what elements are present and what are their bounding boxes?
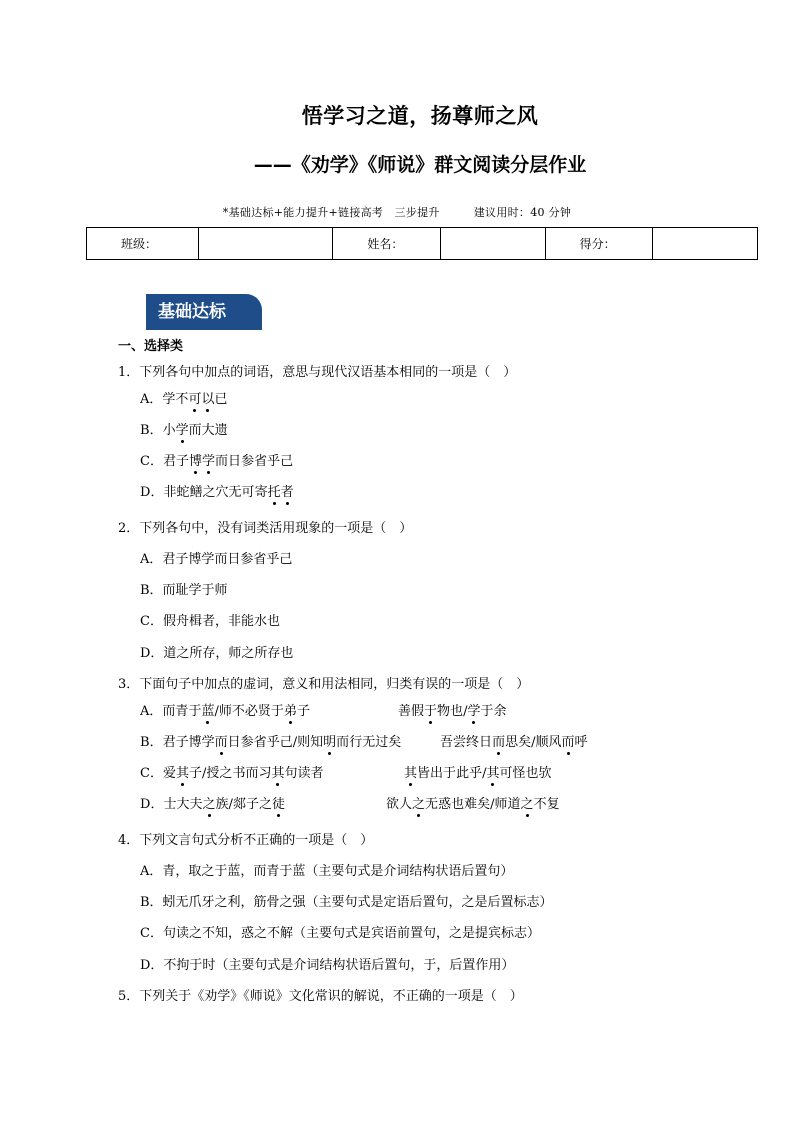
q3-option-d-right: 欲人之无惑也难矣/师道之不复 [386, 797, 560, 812]
q4-option-c[interactable]: C．句读之不知，惑之不解（主要句式是宾语前置句，之是提宾标志） [140, 926, 540, 941]
question-4-stem: 4．下列文言句式分析不正确的一项是（ ） [118, 833, 374, 848]
class-label: 班级： [87, 228, 199, 260]
q3-option-a-right: 善假于物也/学于余 [398, 704, 507, 719]
assignment-meta [0, 204, 794, 220]
page-title: 悟学习之道，扬尊师之风 [301, 104, 539, 128]
question-3-stem: 3．下面句子中加点的虚词，意义和用法相同，归类有误的一项是（ ） [118, 677, 530, 692]
name-label: 姓名： [333, 228, 440, 260]
q2-option-d[interactable]: D．道之所存，师之所存也 [140, 646, 294, 661]
q1-option-d[interactable]: D．非蛇鳝之穴无可寄托者 [140, 485, 294, 500]
q3-option-c[interactable]: C．爱其子/授之书而习其句读者 [140, 766, 324, 781]
q3-option-d[interactable]: D．士大夫之族/郯子之徒 [140, 797, 285, 812]
section-banner: 基础达标 [146, 294, 262, 330]
q4-option-d[interactable]: D．不拘于时（主要句式是介词结构状语后置句，于，后置作用） [140, 958, 515, 973]
q4-option-b[interactable]: B．蚓无爪牙之利，筋骨之强（主要句式是定语后置句，之是后置标志） [140, 895, 553, 910]
question-2-stem: 2．下列各句中，没有词类活用现象的一项是（ ） [118, 521, 413, 536]
q2-option-b[interactable]: B．而耻学于师 [140, 583, 228, 598]
q4-option-a[interactable]: A．青，取之于蓝，而青于蓝（主要句式是介词结构状语后置句） [140, 864, 514, 879]
q3-option-a[interactable]: A．而青于蓝/师不必贤于弟子 [140, 704, 310, 719]
section-heading: 一、选择类 [118, 339, 184, 354]
q1-option-b[interactable]: B．小学而大遗 [140, 423, 228, 438]
q2-option-a[interactable]: A．君子博学而日参省乎己 [140, 552, 293, 567]
q3-option-b-right: 吾尝终日而思矣/顺风而呼 [440, 735, 588, 750]
q2-option-c[interactable]: C．假舟楫者，非能水也 [140, 614, 280, 629]
score-label: 得分： [545, 228, 652, 260]
q3-option-c-right: 其皆出于此乎/其可怪也欤 [404, 766, 552, 781]
q1-option-a[interactable]: A．学不可以已 [140, 392, 228, 407]
question-1-stem: 1．下列各句中加点的词语，意思与现代汉语基本相同的一项是（ ） [118, 365, 517, 380]
q1-option-c[interactable]: C．君子博学而日参省乎己 [140, 454, 294, 469]
page-subtitle: ——《劝学》《师说》群文阅读分层作业 [253, 154, 587, 176]
name-field[interactable] [440, 228, 545, 260]
class-field[interactable] [198, 228, 332, 260]
score-field[interactable] [653, 228, 758, 260]
q3-option-b[interactable]: B．君子博学而日参省乎己/则知明而行无过矣 [140, 735, 402, 750]
student-info-table [86, 227, 758, 260]
meta-steps: *基础达标+能力提升+链接高考 三步提升 [222, 206, 440, 219]
meta-time: 建议用时：40 分钟 [473, 206, 572, 219]
question-5-stem: 5．下列关于《劝学》《师说》文化常识的解说，不正确的一项是（ ） [118, 989, 523, 1004]
